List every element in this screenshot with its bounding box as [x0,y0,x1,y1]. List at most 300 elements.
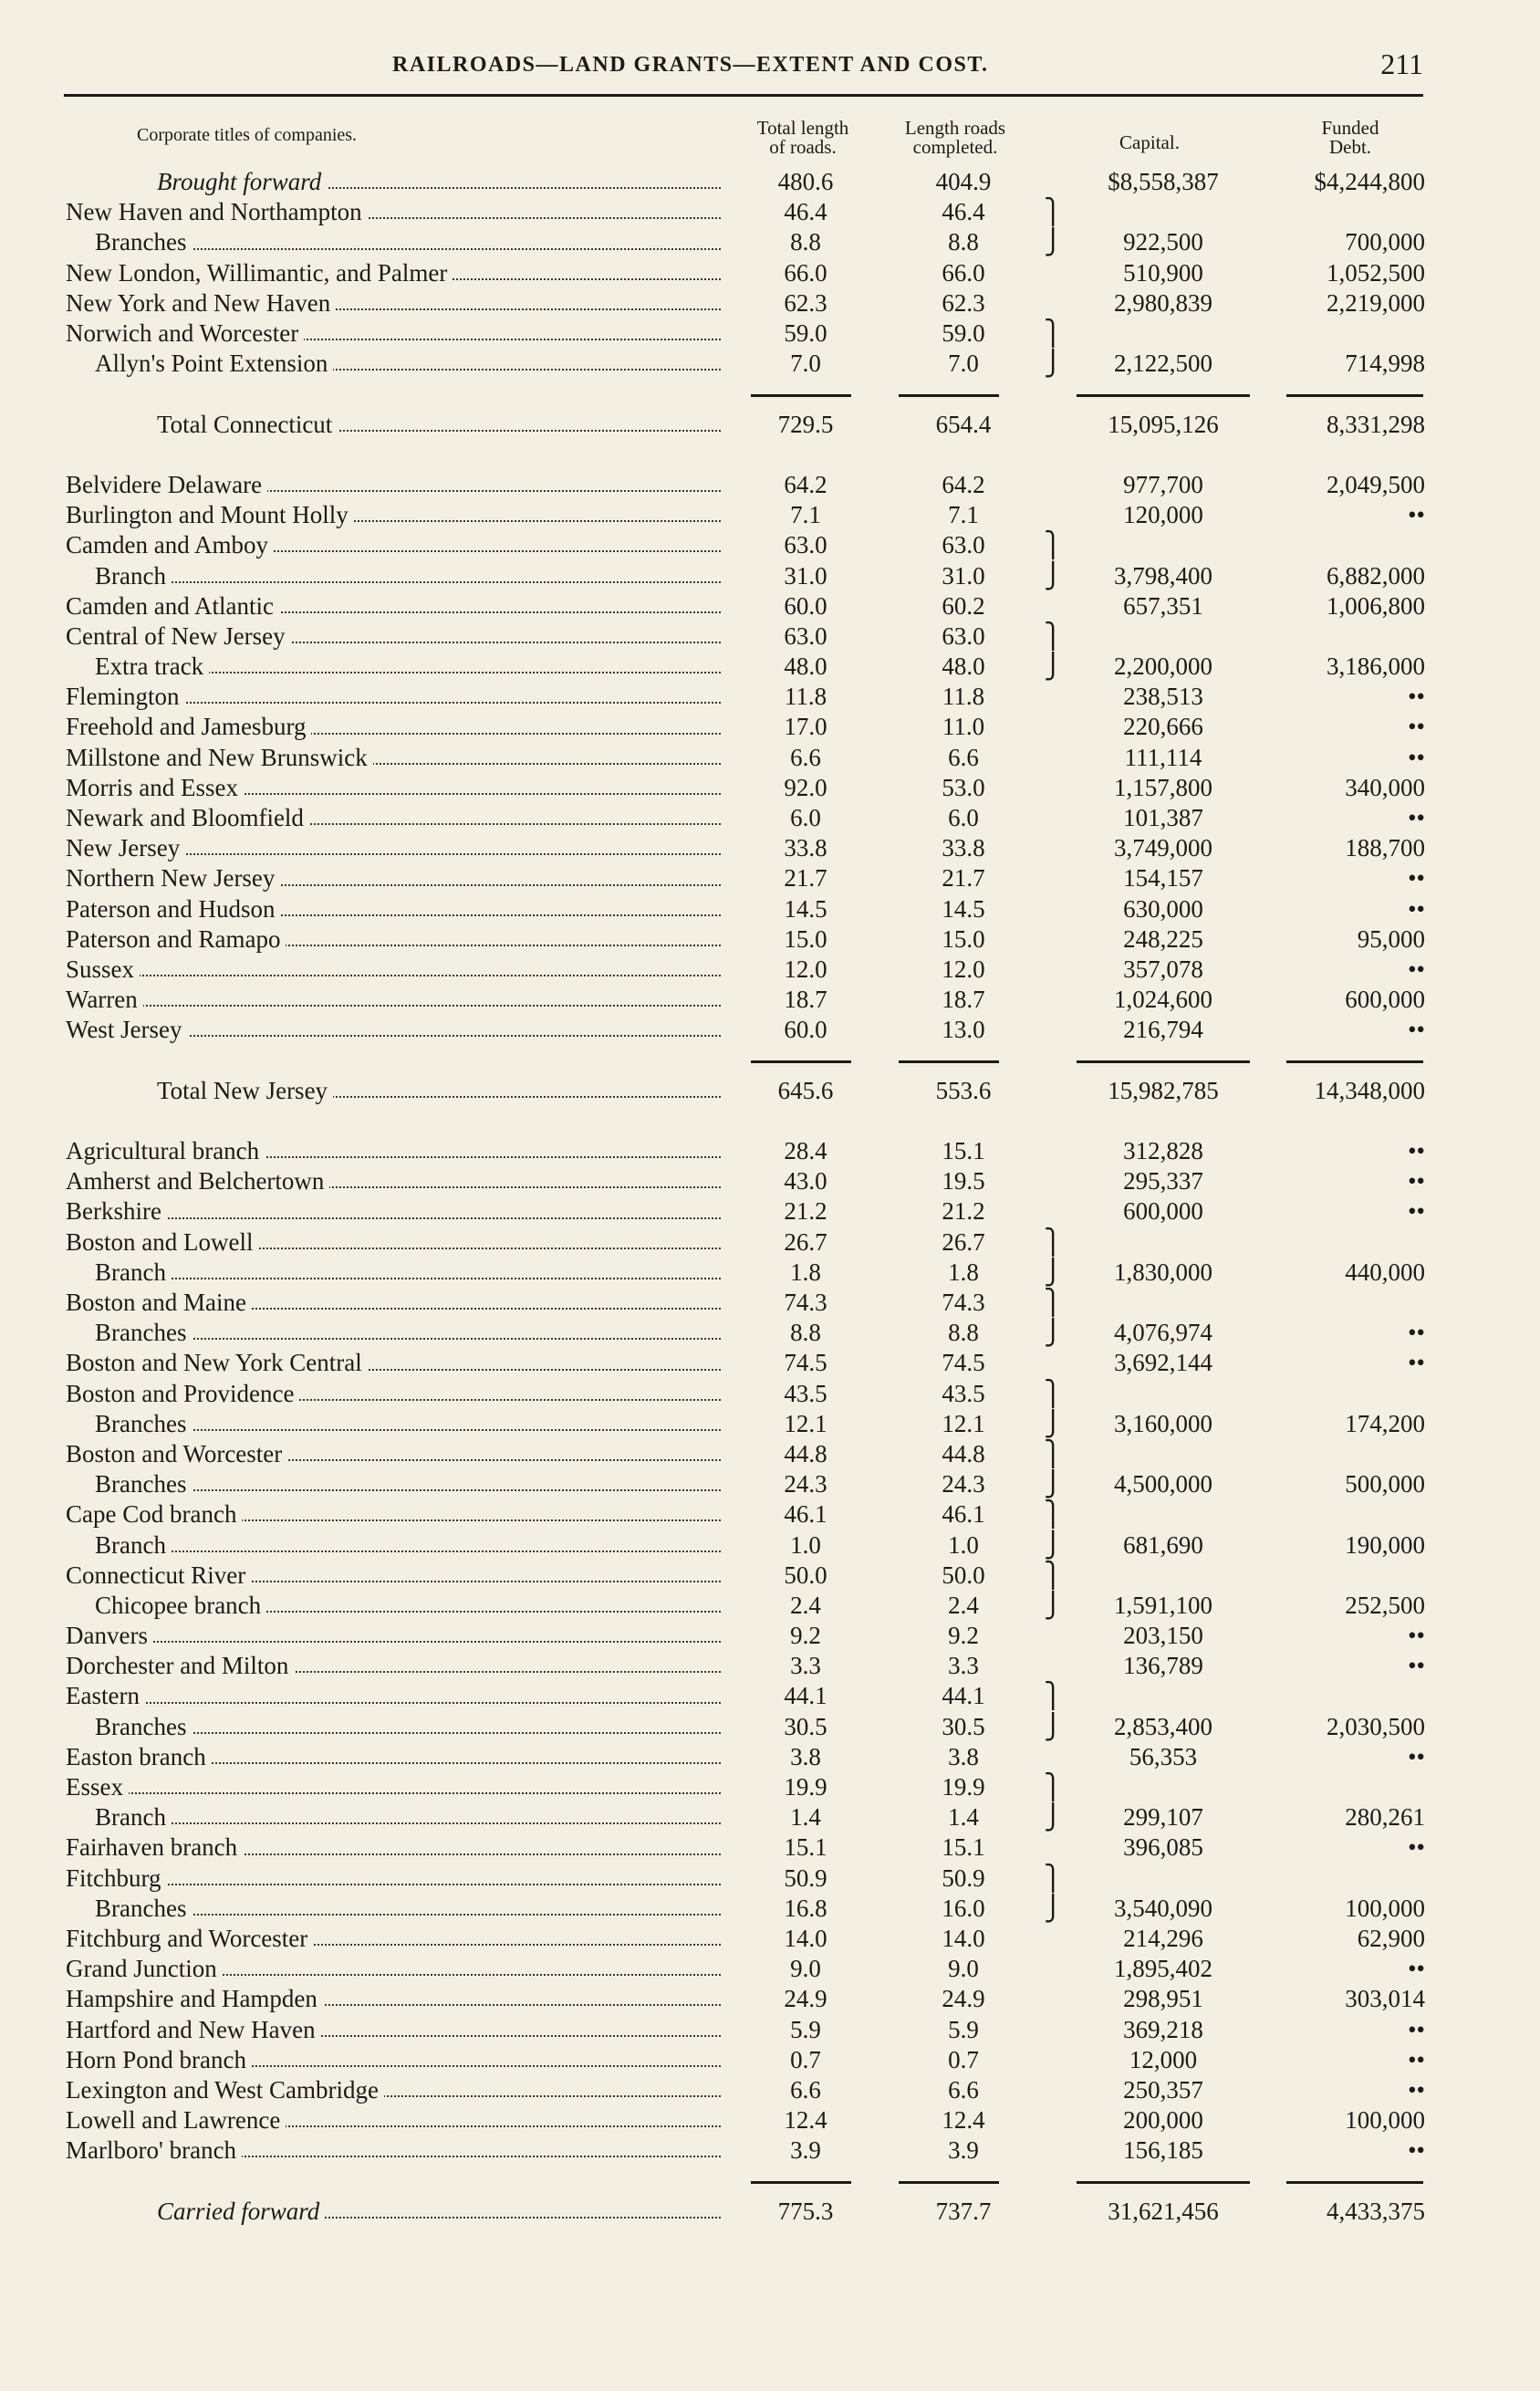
total-length: 1.4 [790,1803,821,1832]
capital: 12,000 [1129,2045,1198,2073]
company-name: Paterson and Ramapo [66,924,728,955]
sum-rule [1077,2181,1250,2184]
brace-mark [1044,2197,1067,2227]
total-length: 46.1 [784,1500,827,1529]
brace-mark: ⎫ [1044,1864,1063,1892]
capital: 220,666 [1123,713,1203,741]
total-length: 21.2 [784,1197,827,1226]
total-length: 92.0 [784,773,827,801]
funded-debt [1259,1288,1425,1318]
table-row [66,2135,1425,2166]
funded-debt: •• [1408,1652,1425,1680]
length-completed: 7.0 [948,350,979,378]
funded-debt: •• [1408,1742,1425,1770]
brace-mark: ⎭ [1044,228,1063,256]
capital: 977,700 [1123,470,1203,498]
total-length: 645.6 [777,1076,834,1104]
funded-debt: 14,348,000 [1314,1076,1425,1104]
sum-rule [899,2181,999,2184]
capital: 1,157,800 [1114,773,1212,801]
length-completed: 53.0 [942,773,985,801]
total-length: 729.5 [777,410,834,438]
capital: $8,558,387 [1108,168,1219,196]
table-row [66,924,1425,955]
length-completed: 46.4 [942,198,985,226]
table-row [66,1742,1425,1772]
table-row [66,470,1425,500]
table-row [66,621,1425,652]
total-length: 26.7 [784,1227,827,1256]
length-completed: 13.0 [942,1016,985,1044]
total-length: 6.0 [790,804,821,832]
capital [1067,197,1259,227]
length-completed: 9.2 [948,1622,979,1650]
capital: 3,798,400 [1114,561,1212,590]
brace-mark [1044,500,1067,530]
total-length: 24.3 [784,1470,827,1498]
length-completed: 15.1 [942,1137,985,1165]
col-head-name: Corporate titles of companies. [137,125,358,145]
brace-mark: ⎭ [1044,561,1063,590]
length-completed: 654.4 [935,410,992,438]
funded-debt: 8,331,298 [1327,410,1425,438]
spacer-row [66,440,1425,470]
funded-debt: 2,049,500 [1327,470,1425,498]
brace-mark: ⎫ [1044,1500,1063,1529]
brace-mark [1044,955,1067,985]
total-length: 14.0 [784,1924,827,1952]
total-length: 44.8 [784,1439,827,1467]
funded-debt: 1,052,500 [1327,258,1425,287]
company-name: Cape Cod branch [66,1499,728,1530]
length-completed: 50.0 [942,1561,985,1589]
brace-mark [1044,288,1067,318]
capital: 922,500 [1123,228,1203,256]
capital: 396,085 [1123,1833,1203,1862]
company-name: Branch [66,560,728,590]
length-completed: 404.9 [935,168,992,196]
capital: 216,794 [1123,1016,1203,1044]
funded-debt: 340,000 [1345,773,1425,801]
table-row [66,1409,1425,1439]
length-completed: 63.0 [942,621,985,650]
length-completed: 11.0 [942,713,985,741]
company-name: Eastern [66,1681,728,1711]
capital: 2,200,000 [1114,653,1212,681]
table-row [66,530,1425,560]
brace-mark: ⎫ [1044,1439,1063,1467]
length-completed: 14.5 [942,894,985,923]
funded-debt: 190,000 [1345,1530,1425,1559]
capital: 681,690 [1123,1530,1203,1559]
brace-mark: ⎫ [1044,1379,1063,1407]
total-length: 3.9 [790,2136,821,2165]
table-row [66,2075,1425,2105]
capital: 15,982,785 [1108,1076,1219,1104]
capital [1067,1227,1259,1258]
total-length: 7.1 [790,501,821,529]
funded-debt [1259,1681,1425,1711]
total-length: 12.1 [784,1409,827,1437]
length-completed: 24.3 [942,1470,985,1498]
company-name: Sussex [66,955,728,985]
total-length: 3.8 [790,1742,821,1770]
company-name: Marlboro' branch [66,2135,728,2166]
spacer-row [66,1106,1425,1136]
length-completed: 16.0 [942,1894,985,1922]
total-length: 12.4 [784,2106,827,2135]
table-row [66,197,1425,227]
brace-mark: ⎭ [1044,653,1063,681]
sum-rule [751,1060,851,1063]
table-row [66,955,1425,985]
length-completed: 1.0 [948,1530,979,1559]
company-name: Central of New Jersey [66,621,728,652]
leader-dots [66,1005,721,1007]
total-length: 43.5 [784,1379,827,1407]
company-name: West Jersey [66,1015,728,1045]
length-completed: 21.7 [942,864,985,893]
total-length: 16.8 [784,1894,827,1922]
capital: 1,024,600 [1114,986,1212,1014]
col-head-length: Total length of roads. [756,117,849,158]
sum-rule [899,1060,999,1063]
table-row [66,712,1425,742]
length-completed: 6.6 [948,2075,979,2104]
total-length: 44.1 [784,1682,827,1710]
brace-mark [1044,1166,1067,1196]
total-length: 62.3 [784,288,827,317]
funded-debt: 3,186,000 [1327,653,1425,681]
funded-debt [1259,530,1425,560]
company-name: Boston and Maine [66,1288,728,1318]
total-length: 31.0 [784,561,827,590]
capital: 154,157 [1123,864,1203,893]
length-completed: 60.2 [942,591,985,620]
length-completed: 15.0 [942,924,985,953]
table-row [66,1499,1425,1530]
table-row [66,1591,1425,1621]
capital [1067,1288,1259,1318]
total-length: 11.8 [784,683,827,711]
funded-debt: •• [1408,1955,1425,1983]
table-row [66,1288,1425,1318]
length-completed: 8.8 [948,228,979,256]
capital: 657,351 [1123,591,1203,620]
capital: 203,150 [1123,1622,1203,1650]
company-name: Flemington [66,682,728,712]
table-row [66,773,1425,803]
table-row [66,410,1425,440]
total-length: 60.0 [784,591,827,620]
capital: 248,225 [1123,924,1203,953]
brace-mark [1044,1015,1067,1045]
funded-debt: 4,433,375 [1327,2197,1425,2225]
length-completed: 1.4 [948,1803,979,1832]
table-row [66,833,1425,863]
brace-mark [1044,1076,1067,1106]
brace-mark [1044,2014,1067,2044]
total-length: 1.8 [790,1258,821,1286]
brace-mark [1044,743,1067,773]
length-completed: 43.5 [942,1379,985,1407]
table-row [66,1227,1425,1258]
table-row [66,1864,1425,1894]
total-length: 21.7 [784,864,827,893]
sum-rule [899,394,999,397]
brace-mark [1044,1954,1067,1984]
brace-mark: ⎭ [1044,1591,1063,1619]
company-name: Agricultural branch [66,1136,728,1166]
capital: 3,160,000 [1114,1409,1212,1437]
total-length: 19.9 [784,1773,827,1801]
company-name: Extra track [66,652,728,682]
table-row [66,1712,1425,1742]
funded-debt [1259,1561,1425,1591]
brace-mark [1044,924,1067,955]
table-row [66,894,1425,924]
table-row [66,2014,1425,2044]
capital: 15,095,126 [1108,410,1219,438]
total-length: 480.6 [777,168,834,196]
company-name: Branches [66,1712,728,1742]
total-length: 12.0 [784,955,827,983]
length-completed: 64.2 [942,470,985,498]
capital: 1,830,000 [1114,1258,1212,1286]
brace-mark [1044,803,1067,833]
funded-debt: 174,200 [1345,1409,1425,1437]
company-name: New London, Willimantic, and Palmer [66,258,728,288]
capital [1067,1681,1259,1711]
length-completed: 62.3 [942,288,985,317]
funded-debt: 714,998 [1345,350,1425,378]
sum-rule [1077,394,1250,397]
brace-mark [1044,1924,1067,1954]
company-name: Branch [66,1530,728,1560]
funded-debt: 600,000 [1345,986,1425,1014]
funded-debt: 440,000 [1345,1258,1425,1286]
table-row [66,1076,1425,1106]
col-head-debt: Funded Debt. [1321,117,1379,158]
length-completed: 19.5 [942,1167,985,1196]
total-length: 2.4 [790,1591,821,1619]
leader-dots [66,1792,721,1794]
company-name: New Haven and Northampton [66,197,728,227]
brace-mark [1044,2045,1067,2075]
length-completed: 63.0 [942,531,985,559]
table-row [66,1166,1425,1196]
brace-mark [1044,1742,1067,1772]
company-name: Branches [66,227,728,257]
length-completed: 9.0 [948,1955,979,1983]
funded-debt: $4,244,800 [1314,168,1425,196]
company-name: Allyn's Point Extension [66,349,728,379]
length-completed: 12.1 [942,1409,985,1437]
brace-mark: ⎫ [1044,621,1063,650]
funded-debt: •• [1408,804,1425,832]
funded-debt: •• [1408,1197,1425,1226]
length-completed: 11.8 [942,683,985,711]
capital [1067,530,1259,560]
funded-debt: 280,261 [1345,1803,1425,1832]
length-completed: 737.7 [935,2197,992,2225]
length-completed: 33.8 [942,834,985,862]
funded-debt [1259,1772,1425,1802]
funded-debt: •• [1408,955,1425,983]
brace-mark [1044,1621,1067,1651]
funded-debt: •• [1408,2075,1425,2104]
funded-debt: •• [1408,864,1425,893]
table-row [66,167,1425,197]
capital [1067,1499,1259,1530]
table-row [66,1924,1425,1954]
company-name: Branches [66,1469,728,1499]
table-row [66,258,1425,288]
table-row [66,1681,1425,1711]
company-name: Burlington and Mount Holly [66,500,728,530]
company-name: Warren [66,985,728,1015]
funded-debt: 62,900 [1357,1924,1425,1952]
company-name: Branches [66,1318,728,1348]
brace-mark [1044,591,1067,621]
railroad-table [66,167,1425,2227]
brace-mark [1044,985,1067,1015]
capital: 238,513 [1123,683,1203,711]
company-name: Easton branch [66,1742,728,1772]
funded-debt: •• [1408,713,1425,741]
total-length: 14.5 [784,894,827,923]
length-completed: 26.7 [942,1227,985,1256]
table-row [66,803,1425,833]
col-head-capital: Capital. [1119,131,1180,153]
sum-rule [1077,1060,1250,1063]
company-name: Freehold and Jamesburg [66,712,728,742]
funded-debt [1259,1499,1425,1530]
capital: 250,357 [1123,2075,1203,2104]
capital [1067,621,1259,652]
funded-debt: 2,030,500 [1327,1712,1425,1740]
length-completed: 59.0 [942,319,985,348]
total-length: 15.1 [784,1833,827,1862]
length-completed: 7.1 [948,501,979,529]
company-name: Branch [66,1258,728,1288]
capital: 2,980,839 [1114,288,1212,317]
table-row [66,1772,1425,1802]
brace-mark [1044,410,1067,440]
table-row [66,1530,1425,1560]
capital: 156,185 [1123,2136,1203,2165]
company-name: Boston and Providence [66,1379,728,1409]
company-name: Amherst and Belchertown [66,1166,728,1196]
table-row [66,743,1425,773]
length-completed: 44.8 [942,1439,985,1467]
length-completed: 3.3 [948,1652,979,1680]
brace-mark: ⎭ [1044,1894,1063,1922]
total-length: 6.6 [790,743,821,771]
total-length: 63.0 [784,621,827,650]
funded-debt [1259,318,1425,349]
company-name: Chicopee branch [66,1591,728,1621]
brace-mark: ⎫ [1044,1561,1063,1589]
total-length: 48.0 [784,653,827,681]
sum-rule [751,394,851,397]
table-row [66,288,1425,318]
table-row [66,1984,1425,2014]
capital: 295,337 [1123,1167,1203,1196]
brace-mark: ⎫ [1044,1227,1063,1256]
table-row [66,2045,1425,2075]
capital: 299,107 [1123,1803,1203,1832]
table-row [66,1832,1425,1863]
total-length: 28.4 [784,1137,827,1165]
capital [1067,1561,1259,1591]
capital: 136,789 [1123,1652,1203,1680]
capital: 214,296 [1123,1924,1203,1952]
capital: 4,500,000 [1114,1470,1212,1498]
capital: 4,076,974 [1114,1319,1212,1347]
brace-mark [1044,258,1067,288]
table-row [66,1894,1425,1924]
company-name: Connecticut River [66,1561,728,1591]
table-row [66,1258,1425,1288]
total-length: 1.0 [790,1530,821,1559]
funded-debt: •• [1408,2045,1425,2073]
company-name: Branch [66,1802,728,1832]
leader-dots [66,1641,721,1643]
length-completed: 6.6 [948,743,979,771]
funded-debt [1259,197,1425,227]
brace-mark [1044,1136,1067,1166]
total-length: 18.7 [784,986,827,1014]
length-completed: 12.0 [942,955,985,983]
brace-mark [1044,2105,1067,2135]
capital: 3,540,090 [1114,1894,1212,1922]
total-length: 8.8 [790,1319,821,1347]
company-name: Camden and Atlantic [66,591,728,621]
table-row [66,1561,1425,1591]
length-completed: 14.0 [942,1924,985,1952]
company-name: New Jersey [66,833,728,863]
funded-debt: •• [1408,2136,1425,2165]
length-completed: 24.9 [942,1985,985,2013]
total-length: 30.5 [784,1712,827,1740]
table-row [66,1136,1425,1166]
funded-debt: •• [1408,2015,1425,2043]
length-completed: 74.3 [942,1289,985,1317]
table-row [66,1015,1425,1045]
brace-mark [1044,894,1067,924]
brace-mark: ⎫ [1044,1289,1063,1317]
page-header [64,47,1423,84]
total-length: 15.0 [784,924,827,953]
table-row [66,1439,1425,1469]
company-name: Camden and Amboy [66,530,728,560]
total-length: 9.0 [790,1955,821,1983]
capital: 120,000 [1123,501,1203,529]
brace-mark [1044,1832,1067,1863]
total-length: 43.0 [784,1167,827,1196]
total-length: 50.0 [784,1561,827,1589]
funded-debt: 1,006,800 [1327,591,1425,620]
brace-mark: ⎭ [1044,1470,1063,1498]
funded-debt: •• [1408,501,1425,529]
company-name: Branches [66,1894,728,1924]
total-length: 50.9 [784,1864,827,1892]
funded-debt: •• [1408,743,1425,771]
funded-debt: 6,882,000 [1327,561,1425,590]
funded-debt: •• [1408,1622,1425,1650]
funded-debt: •• [1408,1167,1425,1196]
